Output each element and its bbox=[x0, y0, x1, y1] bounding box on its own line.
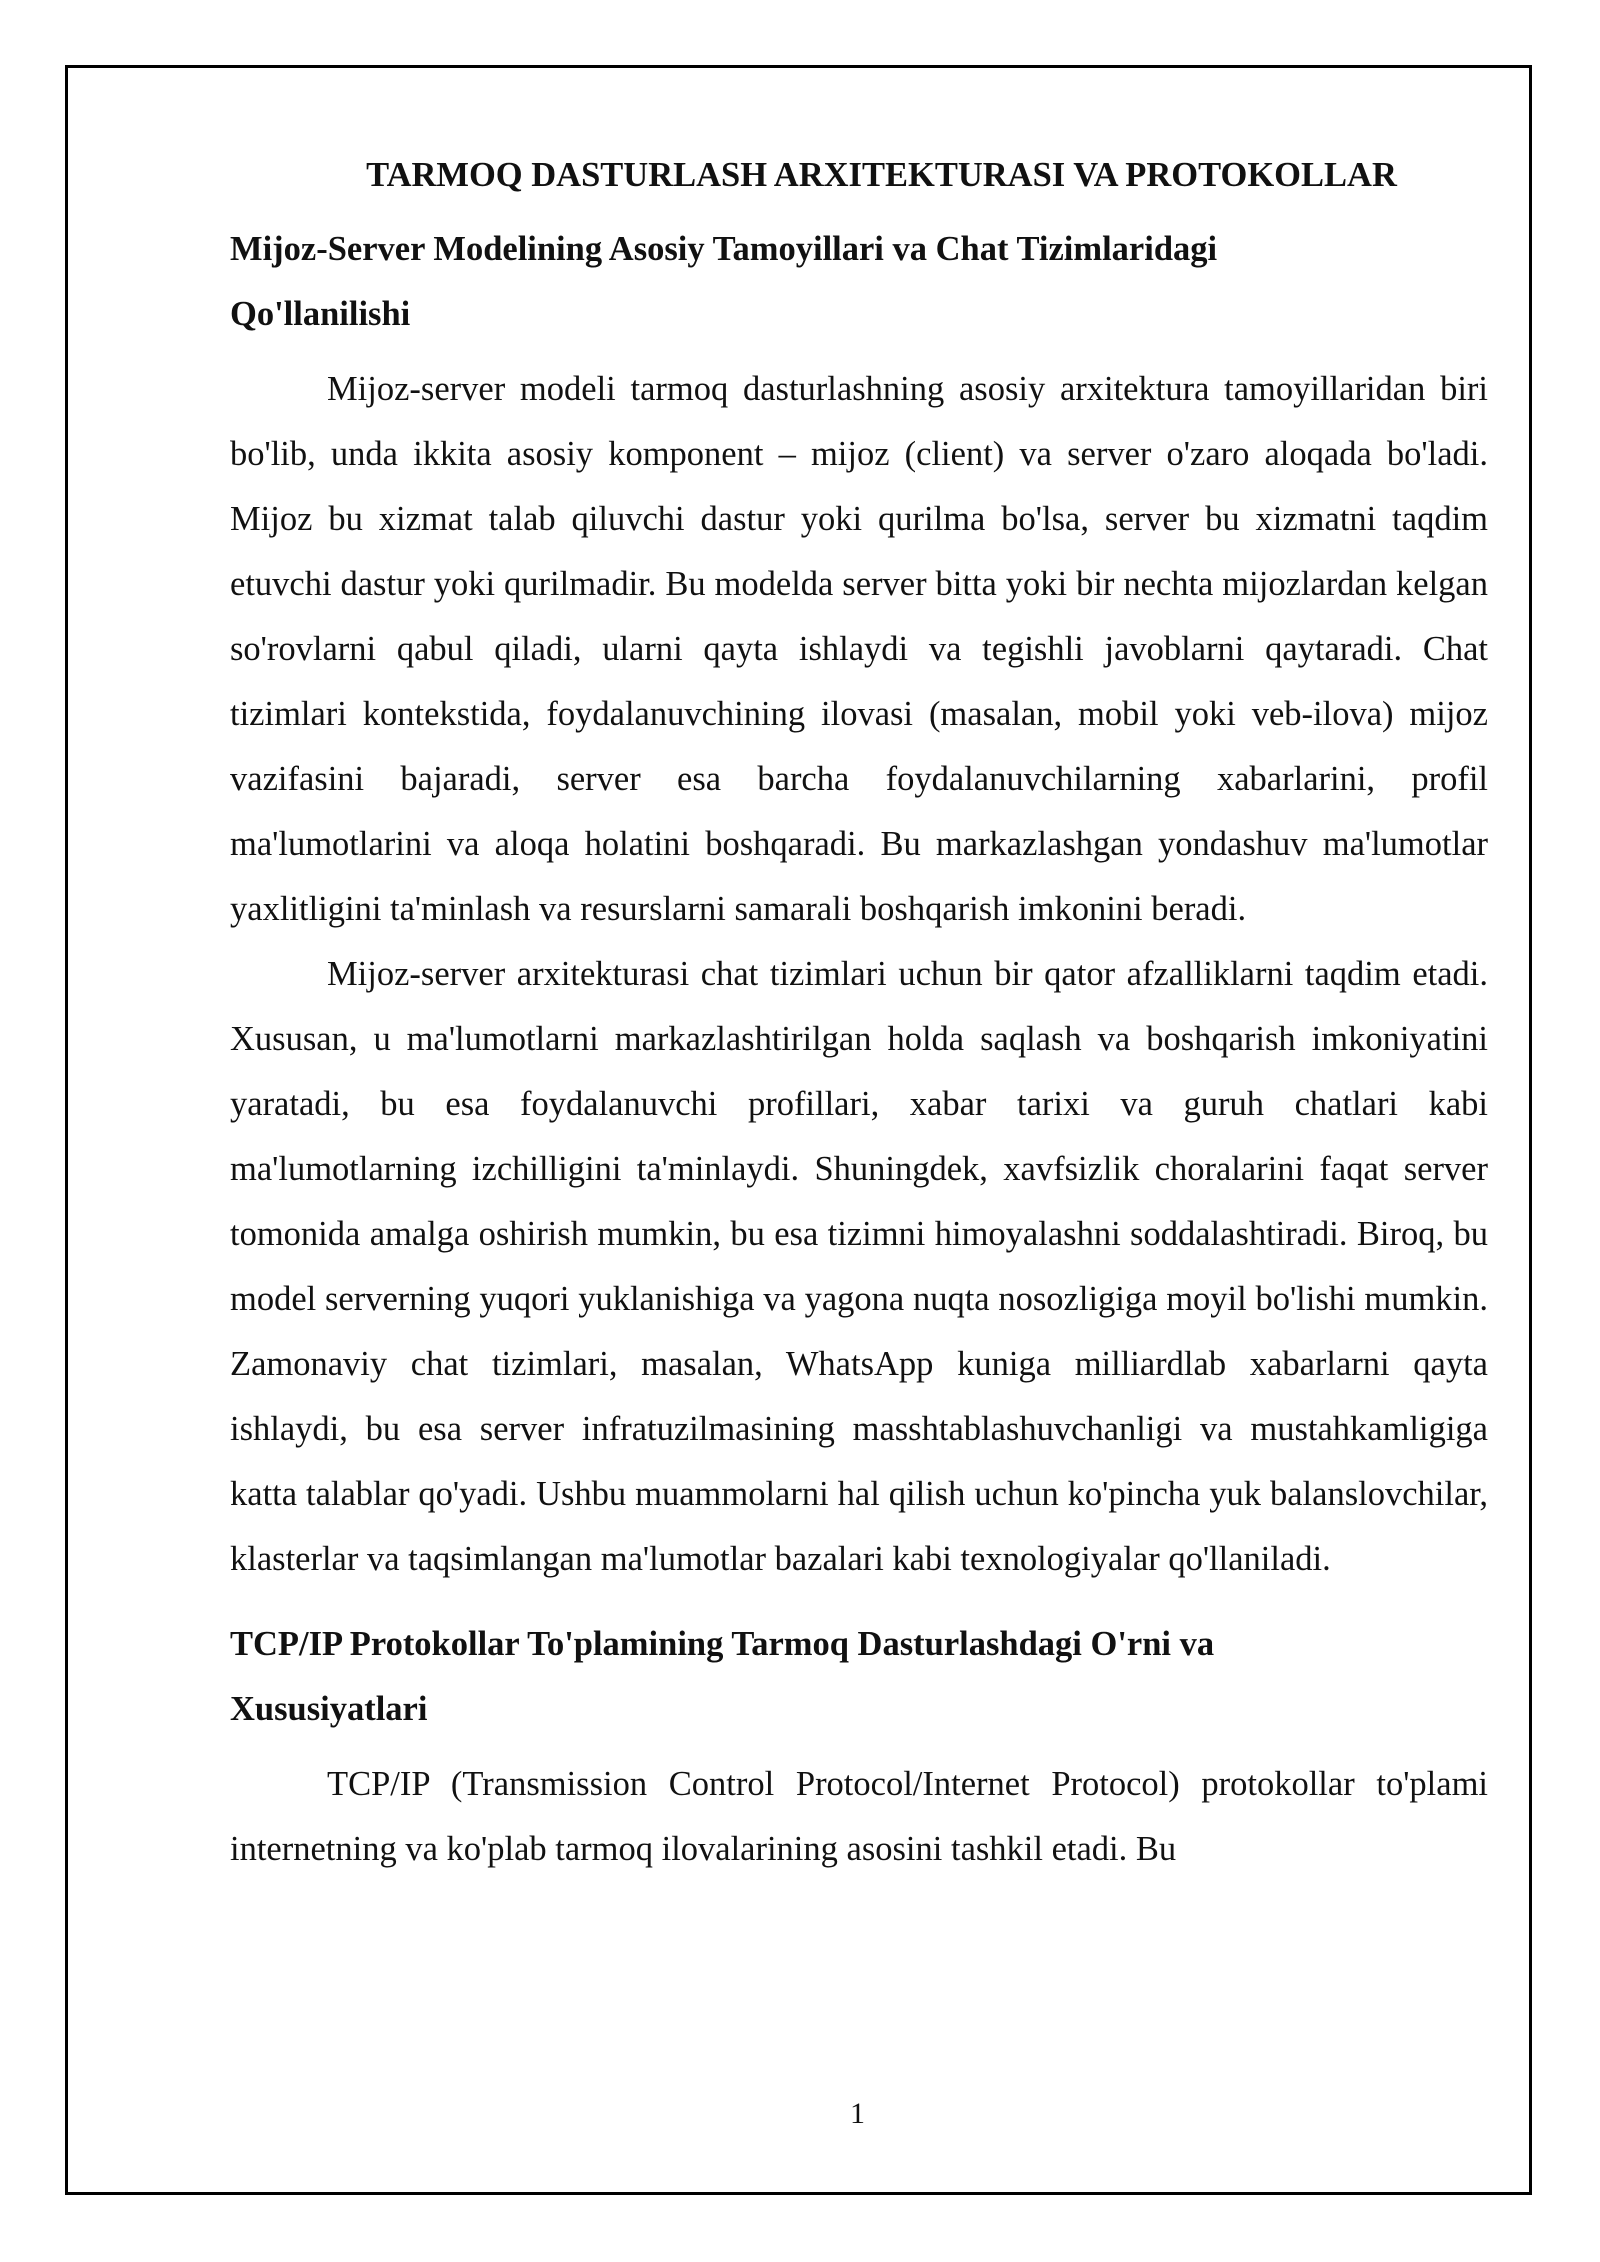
paragraph-tcp-ip-intro: TCP/IP (Transmission Control Protocol/Internet Protocol) protokollar to'plami internetning va ko'plab tarmoq ilovalarining asosini tashkil etadi. Bu bbox=[230, 1765, 1488, 1868]
section-heading-tcp-ip: TCP/IP Protokollar To'plamining Tarmoq Dasturlashdagi O'rni va Xususiyatlari bbox=[230, 1625, 1215, 1728]
paragraph-client-server-intro: Mijoz-server modeli tarmoq dasturlashning asosiy arxitektura tamoyillaridan biri bo'lib, unda ikkita asosiy komponent – mijoz (client) va server o'zaro aloqada bo'ladi. Mijoz bu xizmat talab qiluvchi dastur yoki qurilma bo'lsa, server bu xizmatni taqdim etuvchi dastur yoki qurilmadir. Bu modelda server bitta yoki bir nechta mijozlardan kelgan so'rovlarni qabul qiladi, ularni qayta ishlaydi va tegishli javoblarni qaytaradi. Chat tizimlari kontekstida, foydalanuvchining ilovasi (masalan, mobil yoki veb-ilova) mijoz vazifasini bajaradi, server esa barcha foydalanuvchilarning xabarlarini, profil ma'lumotlarini va aloqa holatini boshqaradi. Bu markazlashgan yondashuv ma'lumotlar yaxlitligini ta'minlash va resurslarni samarali boshqarish imkonini beradi. bbox=[230, 370, 1488, 928]
paragraph-client-server-advantages: Mijoz-server arxitekturasi chat tizimlari uchun bir qator afzalliklarni taqdim etadi. Xususan, u ma'lumotlarni markazlashtirilgan holda saqlash va boshqarish imkoniyatini yaratadi, bu esa foydalanuvchi profillari, xabar tarixi va guruh chatlari kabi ma'lumotlarning izchilligini ta'minlaydi. Shuningdek, xavfsizlik choralarini faqat server tomonida amalga oshirish mumkin, bu esa tizimni himoyalashni soddalashtiradi. Biroq, bu model serverning yuqori yuklanishiga va yagona nuqta nosozligiga moyil bo'lishi mumkin. Zamonaviy chat tizimlari, masalan, WhatsApp kuniga milliardlab xabarlarni qayta ishlaydi, bu esa server infratuzilmasining masshtablashuvchanligi va mustahkamligiga katta talablar qo'yadi. Ushbu muammolarni hal qilish uchun ko'pincha yuk balanslovchilar, klasterlar va taqsimlangan ma'lumotlar bazalari kabi texnologiyalar qo'llaniladi. bbox=[230, 955, 1488, 1578]
document-body bbox=[230, 145, 1488, 1882]
section-heading-client-server: Mijoz-Server Modelining Asosiy Tamoyillari va Chat Tizimlaridagi Qo'llanilishi bbox=[230, 230, 1218, 333]
document-title: TARMOQ DASTURLASH ARXITEKTURASI VA PROTOKOLLAR bbox=[366, 156, 1397, 194]
page-number: 1 bbox=[850, 2097, 865, 2130]
